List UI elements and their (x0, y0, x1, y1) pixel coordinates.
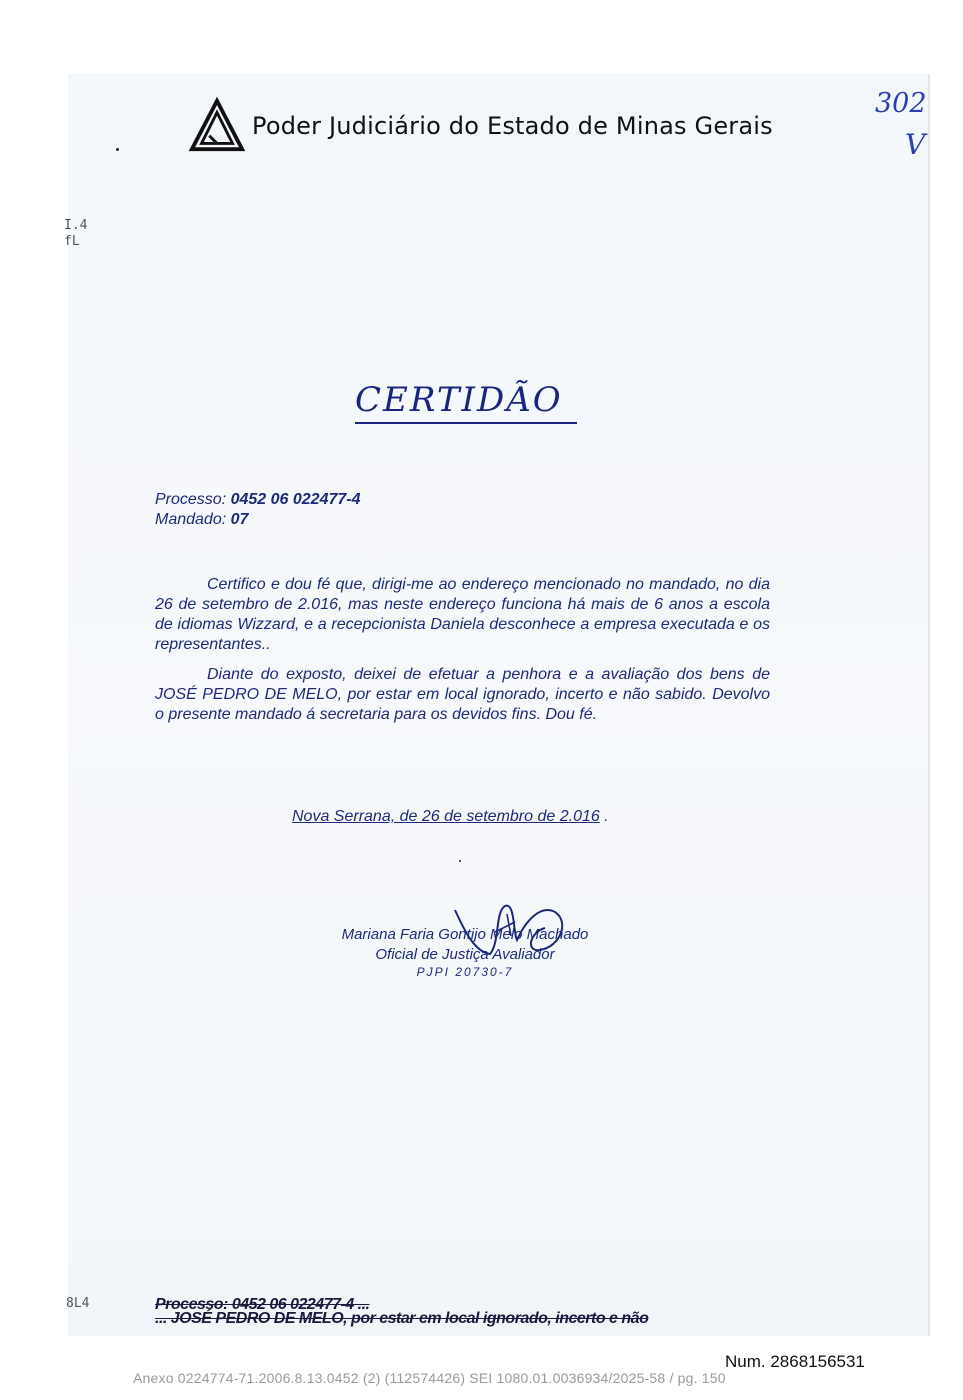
scan-speck (459, 860, 461, 862)
signature-block (300, 925, 630, 979)
scan-speck (116, 148, 119, 151)
processo-value: 0452 06 022477-4 (230, 491, 361, 508)
date-text: Nova Serrana, de 26 de setembro de 2.016 (292, 808, 600, 825)
smudged-line-1: Processo: 0452 06 022477-4 ... (155, 1298, 370, 1313)
document-title: CERTIDÃO (355, 380, 577, 424)
court-name: Poder Judiciário do Estado de Minas Gerais (252, 112, 773, 140)
mandado-line (155, 510, 361, 530)
margin-mark-top (64, 218, 87, 250)
certificate-body (155, 575, 770, 725)
scan-edge (928, 74, 930, 1336)
handwritten-page-mark: 302 (875, 88, 927, 119)
document-number: Num. 2868156531 (725, 1352, 865, 1371)
margin-mark-line1: I.4 (64, 218, 88, 233)
mandado-value: 07 (230, 511, 249, 528)
paragraph-1: Certifico e dou fé que, dirigi-me ao endereço mencionado no mandado, no dia 26 de setembro de 2.016, mas neste endereço funciona há mais de 6 anos a escola de idiomas Wizzard, e a recepcionista Daniela desconhece a empresa executada e os representantes.. (155, 576, 770, 653)
smudged-line-2: ... JOSÉ PEDRO DE MELO, por estar em local ignorado, incerto e não (155, 1310, 649, 1327)
margin-mark-bottom: 8L4 (66, 1296, 90, 1311)
case-metadata (155, 490, 361, 530)
footer-info: Anexo 0224774-71.2006.8.13.0452 (2) (112574426) SEI 1080.01.0036934/2025-58 / pg. 150 (133, 1370, 726, 1386)
handwritten-initial: V (905, 128, 926, 161)
officer-role: Oficial de Justiça Avaliador (375, 946, 555, 963)
court-header (188, 96, 773, 156)
date-line (292, 808, 609, 826)
mandado-label: Mandado: (155, 511, 227, 528)
processo-label: Processo: (155, 491, 227, 508)
processo-line (155, 490, 361, 510)
paragraph-2: Diante do exposto, deixei de efetuar a penhora e a avaliação dos bens de JOSÉ PEDRO DE MELO, por estar em local ignorado, incerto e não sabido. Devolvo o presente mandado á secretaria para os devidos fins. Dou fé. (155, 666, 770, 723)
officer-registration: PJPI 20730-7 (416, 965, 514, 979)
smudged-text (155, 1298, 775, 1328)
date-end: . (599, 808, 609, 825)
triangle-emblem-icon (188, 97, 246, 155)
margin-mark-line2: fL (64, 234, 80, 249)
officer-name: Mariana Faria Gontijo Melo Machado (341, 926, 589, 943)
